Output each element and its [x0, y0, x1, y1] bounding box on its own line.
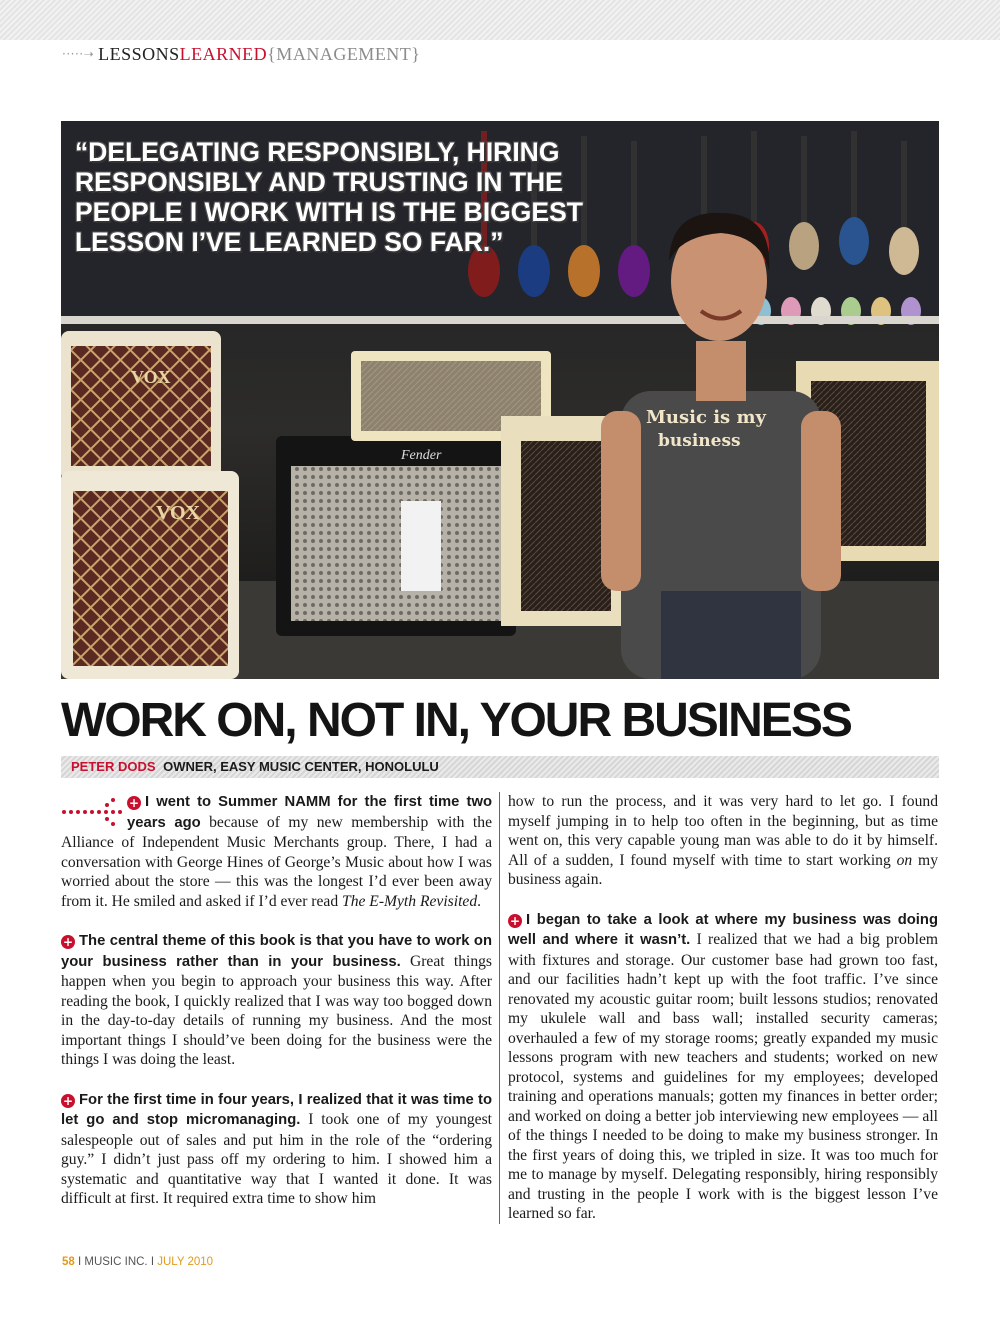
page-number: 58 — [62, 1256, 75, 1268]
emphasis: on — [896, 851, 913, 869]
paragraph-lead: The central theme of this book is that you have to work on your business rather than in your business. — [61, 933, 492, 970]
dotted-arrow-icon: ·····➝ — [62, 47, 95, 61]
byline-bar — [61, 756, 939, 778]
paragraph — [61, 931, 492, 1070]
author-name: PETER DODS — [71, 759, 156, 774]
shirt-text-line1: Music is my — [646, 407, 766, 428]
plus-circle-icon: + — [62, 935, 74, 949]
vox-logo-bottom: VOX — [156, 502, 201, 524]
section-label: LESSONS — [98, 43, 180, 64]
top-pattern-band — [0, 0, 1000, 40]
paragraph-body: Great things happen when you begin to approach your business this way. After reading the book, I quickly realized that I was way too bogged down in the day-to-day details of running my business. And the most important things I should’ve been doing for the business were the things I was doing the least. — [61, 952, 492, 1068]
paragraph-body: how to run the process, and it was very hard to let go. I found myself jumping in to help too often in the beginning, but as time went on, this very capable young man was able to do it by himself. All of a sudden, I found myself with time to start working — [508, 793, 938, 869]
section-label-accent: LEARNED — [179, 43, 268, 64]
author-role: OWNER, EASY MUSIC CENTER, HONOLULU — [163, 759, 439, 774]
page-footer — [62, 1256, 213, 1268]
paragraph-lead: I went to Summer NAMM for the first time two years ago — [127, 794, 492, 831]
feature-photo — [61, 121, 939, 679]
section-category: {MANAGEMENT} — [267, 43, 421, 64]
byline — [71, 756, 439, 778]
vox-amp-bottom — [61, 471, 239, 679]
paragraph-lead: For the first time in four years, I realized that it was time to let go and stop micromanaging. — [61, 1091, 492, 1128]
pull-quote: “DELEGATING RESPONSIBLY, HIRING RESPONSIBLY AND TRUSTING IN THE PEOPLE I WORK WITH IS THE BIGGEST LESSON I’VE LEARNED SO FAR.” — [75, 137, 583, 257]
article-column-right — [508, 792, 938, 1244]
paragraph — [61, 792, 492, 911]
paragraph-body: I took one of my youngest salespeople out of sales and put him in the role of the “ordering guy.” I didn’t just pass off my ordering to him. I showed him a systematic and quantitative way that I wanted it done. It was difficult at first. It required extra time to show him — [61, 1111, 493, 1207]
paragraph — [508, 910, 938, 1224]
fender-logo: Fender — [401, 448, 442, 463]
paragraph-end: . — [477, 892, 482, 910]
article-column-left — [61, 792, 492, 1229]
paragraph-lead: I began to take a look at where my business was doing well and where it wasn’t. — [508, 911, 938, 948]
paragraph-body: I realized that we had a big problem with fixtures and storage. Our customer base had grown too fast, and our facilities hadn’t kept up with the foot traffic. I’ve since renovated my acoustic guitar room; built lessons studios; renovated my ukulele wall and bass wall; installed security cameras; overhauled a few of my storage rooms; greatly expanded my music lessons program with new teachers and students; worked on new protocol, systems and guidelines for my employees; developed training and operations manuals; gotten my finances in better order; and worked on doing a better job interviewing new employees — all of the things I needed to be doing to make my business stronger. In the first years of doing this, we tripled in size. It was too much for me to manage by myself. Delegating responsibly, hiring responsibly and trusting in the people I work with is the biggest lesson I’ve learned so far. — [508, 931, 938, 1222]
fender-amp — [276, 436, 516, 636]
paragraph-end: my business again. — [508, 851, 938, 888]
book-title: The E-Myth Revisited — [342, 892, 478, 910]
plus-circle-icon: + — [509, 913, 521, 928]
dotted-arrow-icon — [61, 792, 127, 832]
paragraph — [508, 792, 938, 890]
plus-circle-icon: + — [62, 1093, 74, 1108]
section-header — [62, 42, 420, 66]
publication-name: I MUSIC INC. I — [74, 1256, 158, 1268]
paragraph — [61, 1090, 492, 1209]
paragraph-body: because of my new membership with the Alliance of Independent Music Merchants group. There, I had a conversation with George Hines of George’s Music about how I was worried about the store — this was the longest I’d ever been away from it. He smiled and asked if I’d ever read — [61, 813, 492, 910]
vox-amp-top — [61, 331, 221, 481]
issue-date: JULY 2010 — [157, 1256, 214, 1268]
column-divider — [499, 792, 500, 1224]
article-headline: WORK ON, NOT IN, YOUR BUSINESS — [61, 694, 851, 747]
vox-logo-top: VOX — [131, 367, 171, 387]
plus-circle-icon: + — [128, 796, 140, 810]
shirt-text-line2: business — [658, 431, 741, 451]
